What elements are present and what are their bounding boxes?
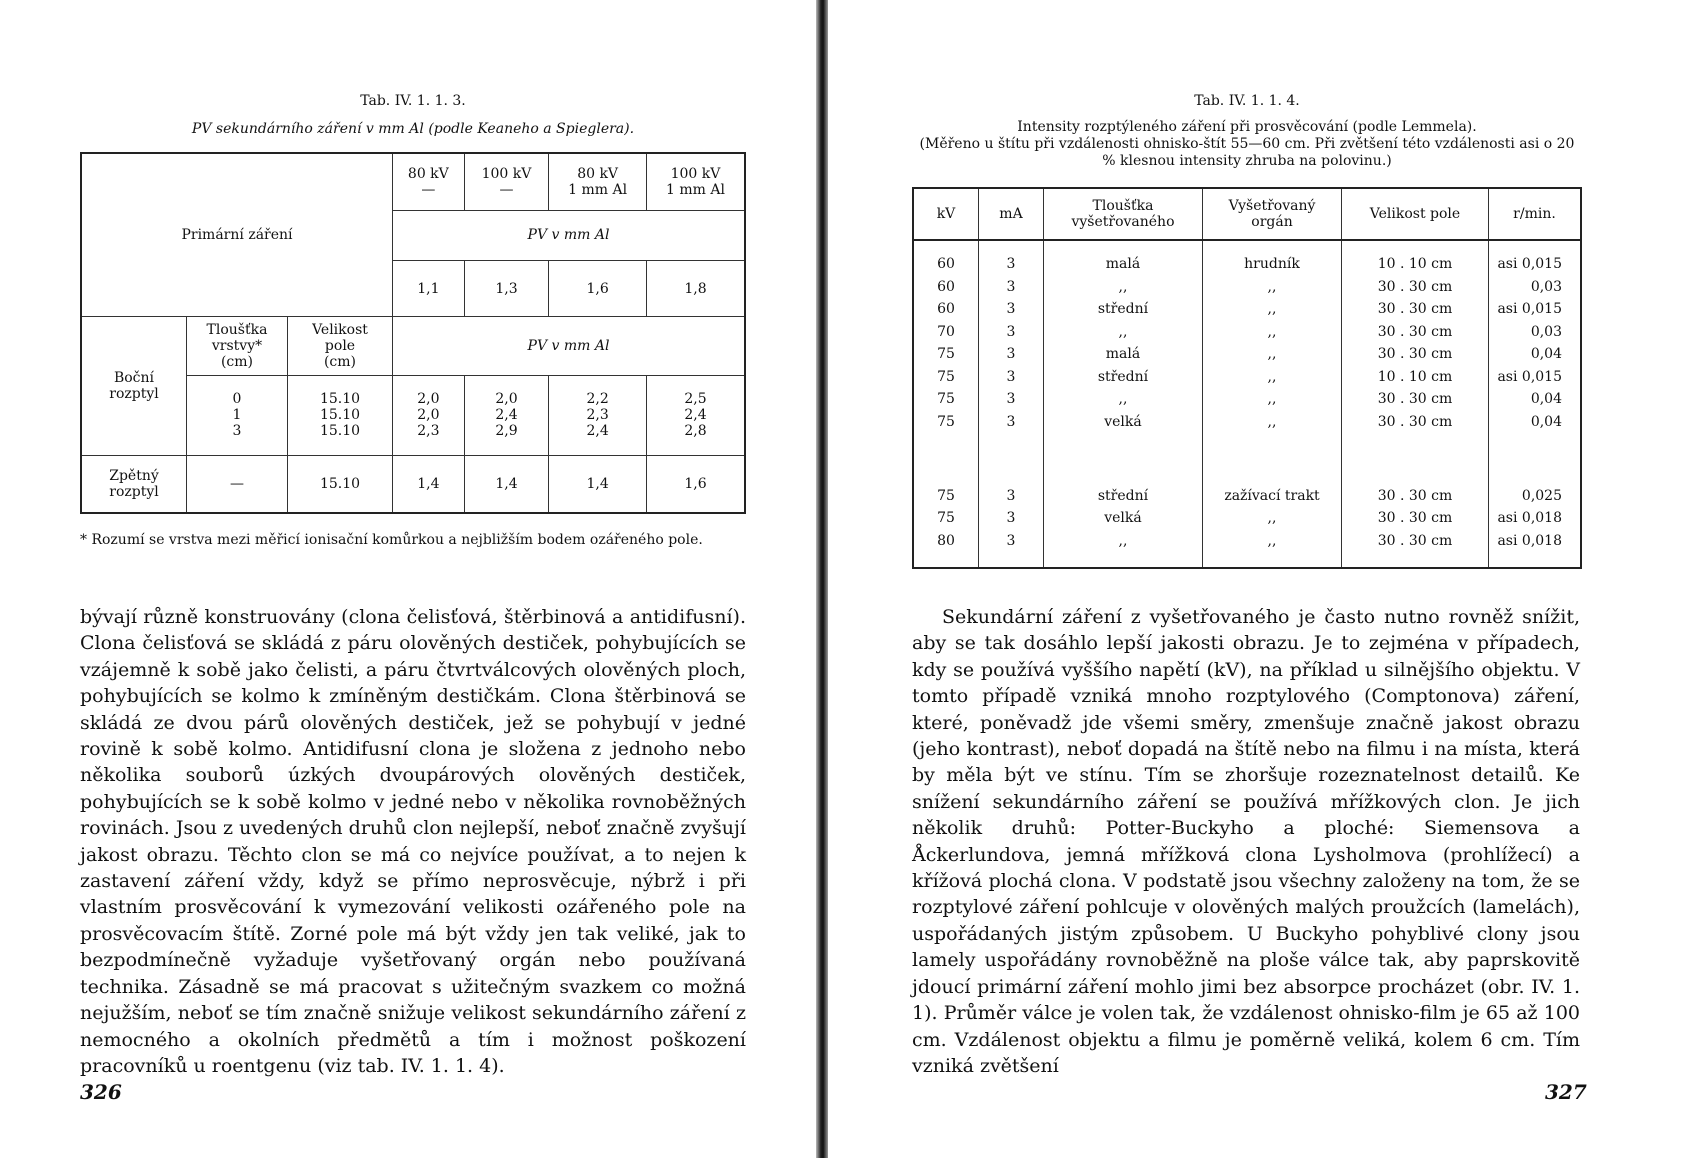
ma-values: 3 3 3 [979,465,1044,568]
page-number: 326 [80,1080,122,1104]
rmin-values: 0,025 asi 0,018 asi 0,018 [1489,465,1582,568]
back-scatter-label: Zpětný rozptyl [81,456,187,513]
back-value: 1,4 [393,456,465,513]
back-value: 1,4 [549,456,647,513]
book-gutter [816,0,828,1158]
side-value: 2,2 2,3 2,4 [549,375,647,455]
header-organ: Vyšetřovaný orgán [1203,188,1342,240]
primary-value: 1,6 [549,261,647,317]
primary-value: 1,3 [464,261,549,317]
primary-value: 1,1 [393,261,465,317]
col-head: 100 kV — [464,153,549,210]
table-subtitle: (Měřeno u štítu při vzdálenosti ohnisko-štít 55—60 cm. Při zvětšení této vzdálenosti asi o 20 % klesnou intensity zhruba na polovinu.) [919,136,1575,169]
table-title: Intensity rozptýleného záření při prosvěcování (podle Lemmela). [1017,119,1477,135]
side-value: 2,0 2,4 2,9 [464,375,549,455]
organ-values: hrudník ,, ,, ,, ,, ,, ,, ,, [1203,240,1342,465]
scatter-intensity-table [912,187,1582,569]
paragraph: bývají různě konstruovány (clona čelisťová, štěrbinová a antidifusní). Clona čelisťová se skládá z páru olověných destiček, pohybujících se vzájemně k sobě jako čelisti, a páru čtvrtválcových olověných ploch, pohybujících se kolmo k zmíněným destičkám. Clona štěrbinová se skládá ze dvou párů olověných destiček, jež se pohybují v jedné rovině k sobě kolmo. Antidifusní clona je složena z jednoho nebo několika souborů úzkých dvoupárových olověných destiček, pohybujících se k sobě kolmo v jedné nebo v několika rovnoběžných rovinách. Jsou z uvedených druhů clon nejlepší, neboť značně zvyšují jakost obrazu. Těchto clon se má co nejvíce používat, a to nejen k zastavení záření vždy, když se přímo neprosvěcuje, nýbrž i při vlastním prosvěcování k vymezování velikosti ozářeného pole na prosvěcovacím štítě. Zorné pole má být vždy jen tak veliké, jak to bezpodmínečně vyžaduje vyšetřovaný orgán nebo používaná technika. Zásadně se má pracovat s užitečným svazkem co možná nejužším, neboť se tím značně snižuje velikost sekundárního záření z nemocného a okolních předmětů a tím i možnost poškození pracovníků u roentgenu (viz tab. IV. 1. 1. 4). [80,606,746,1077]
side-value: 2,5 2,4 2,8 [647,375,746,455]
header-field-size: Velikost pole [1342,188,1489,240]
rmin-values: asi 0,015 0,03 asi 0,015 0,03 0,04 asi 0,015 0,04 0,04 [1489,240,1582,465]
ma-values: 3 3 3 3 3 3 3 3 [979,240,1044,465]
back-thickness: — [187,456,288,513]
thickness-head: Tloušťka vrstvy* (cm) [187,317,288,375]
table-title: PV sekundárního záření v mm Al (podle Keaneho a Spieglera). [191,121,635,137]
header-ma: mA [979,188,1044,240]
left-page [0,0,816,1158]
field-values: 30 . 30 cm 30 . 30 cm 30 . 30 cm [1342,465,1489,568]
header-thickness: Tloušťka vyšetřovaného [1044,188,1203,240]
primary-label: Primární záření [81,153,393,317]
kv-values: 75 75 80 [937,487,955,549]
table-footnote: * Rozumí se vrstva mezi měřicí ionisační komůrkou a nejbližším bodem ozářeného pole. [80,532,703,548]
header-rmin: r/min. [1489,188,1582,240]
field-head: Velikost pole (cm) [288,317,393,375]
side-field: 15.10 15.10 15.10 [288,375,393,455]
col-head: 100 kV 1 mm Al [647,153,746,210]
side-value: 2,0 2,0 2,3 [393,375,465,455]
kv-values: 60 60 60 70 75 75 75 75 [937,256,955,430]
organ-values: zažívací trakt ,, ,, [1203,465,1342,568]
table-number: Tab. IV. 1. 1. 3. [360,93,466,109]
back-field: 15.10 [288,456,393,513]
paragraph: Sekundární záření z vyšetřovaného je často nutno rovněž snížit, aby se tak dosáhlo lepší jakosti obrazu. Je to zejména v případech, kdy se používá vyššího napětí (kV), na příklad u silnějšího objektu. V tomto případě vzniká mnoho rozptylového (Comptonova) záření, které, poněvadž jde všemi směry, zmenšuje značně jakost obrazu (jeho kontrast), neboť dopadá na štítě nebo na filmu i na místa, která by měla být ve stínu. Tím se zhoršuje rozeznatelnost detailů. Ke snížení sekundárního záření se používá mřížkových clon. Je jich několik druhů: Potter-Buckyho a ploché: Siemensova a Åckerlundova, jemná mřížková clona Lysholmova (prohlížecí) a křížová plochá clona. V podstatě jsou všechny založeny na tom, že se rozptylové záření pohlcuje v olověných malých proužcích (lamelách), uspořádaných jistým způsobem. U Buckyho pohyblivé clony jsou lamely uspořádány rovnoběžně na ploše válce tak, aby paprskovitě jdoucí primární záření mohlo jimi bez absorpce procházet (obr. IV. 1. 1). Průměr válce je volen tak, že vzdálenost ohnisko-film je 65 až 100 cm. Vzdálenost objektu a filmu je poměrně veliká, kolem 6 cm. Tím vzniká zvětšení [912,606,1580,1077]
side-pv-label: PV v mm Al [393,317,746,375]
back-value: 1,4 [464,456,549,513]
thickness-values: střední velká ,, [1044,465,1203,568]
field-values: 10 . 10 cm 30 . 30 cm 30 . 30 cm 30 . 30 cm 30 . 30 cm 10 . 10 cm 30 . 30 cm 30 . 30 cm [1342,240,1489,465]
thickness-values: malá ,, střední ,, malá střední ,, velká [1044,240,1203,465]
primary-value: 1,8 [647,261,746,317]
side-thickness: 0 1 3 [187,375,288,455]
body-text [80,604,746,1079]
page-number: 327 [1545,1080,1587,1104]
table-number: Tab. IV. 1. 1. 4. [1194,93,1300,109]
col-head: 80 kV 1 mm Al [549,153,647,210]
side-scatter-label: Boční rozptyl [81,317,187,456]
pv-label: PV v mm Al [393,210,746,260]
back-value: 1,6 [647,456,746,513]
body-text [912,604,1580,1079]
col-head: 80 kV — [393,153,465,210]
header-kv: kV [913,188,979,240]
pv-table [80,152,746,514]
